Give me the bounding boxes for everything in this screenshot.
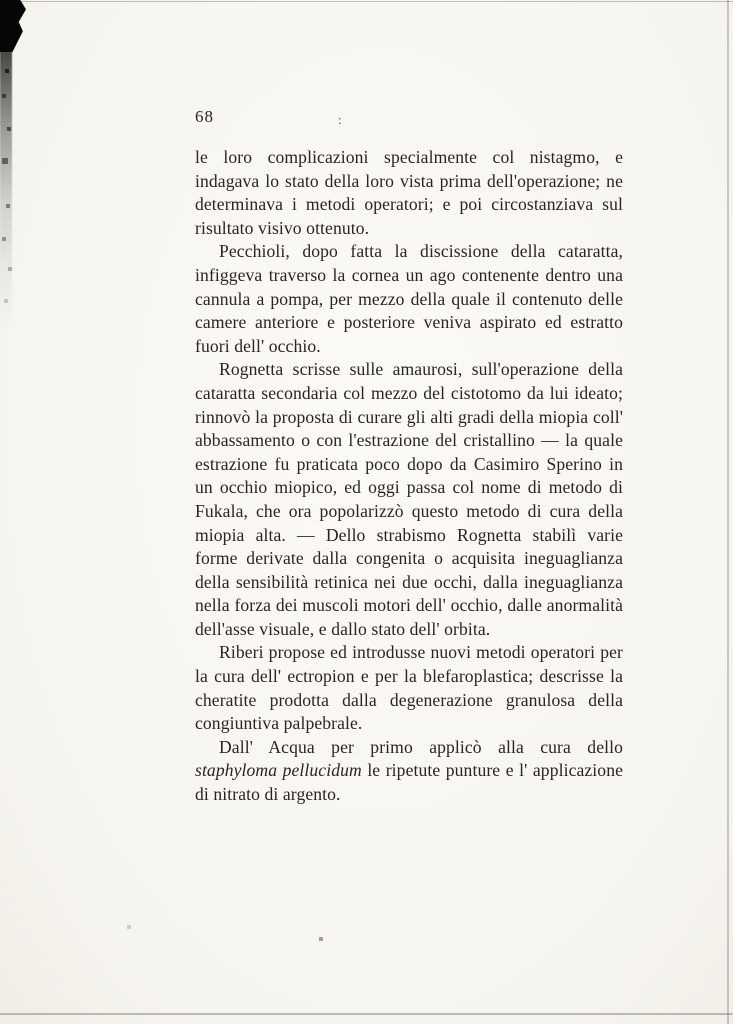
paragraph-text: Dall' Acqua per primo applicò alla cura dello xyxy=(219,736,623,757)
paragraph-continuation: le loro complicazioni specialmente col nistagmo, e indagava lo stato della loro vista prima dell'operazione; ne determinava i metodi operatori; e poi circostanziava sul risultato visivo ottenuto. xyxy=(195,147,623,238)
scan-speck-artifacts xyxy=(0,0,2,2)
paragraph-rognetta: Rognetta scrisse sulle amaurosi, sull'operazione della cataratta secondaria col mezzo del cistotomo da lui ideato; rinnovò la proposta di curare gli alti gradi della miopia coll' abbassamento o con l'estrazione del cristallino — la quale estrazione fu praticata poco dopo da Casimiro Sperino in un occhio miopico, ed oggi passa col nome di metodo di Fukala, che ora popolarizzò questo metodo di cura della miopia alta. — Dello strabismo Rognetta stabilì varie forme derivate dalla congenita o acquisita ineguaglianza della sensibilità retinica nei due occhi, dalla ineguaglianza nella forza dei muscoli motori dell' occhio, dalle anormalità dell'asse visuale, e dallo stato dell' orbita. xyxy=(195,359,623,639)
ink-blob-artifact xyxy=(0,0,26,52)
page-number: 68 xyxy=(195,107,214,126)
paragraph-pecchioli: Pecchioli, dopo fatta la discissione della cataratta, infiggeva traverso la cornea un ago contenente dentro una cannula a pompa, per mezzo della quale il contenuto delle camere anteriore e posteriore veniva aspirato ed estratto fuori dell' occhio. xyxy=(195,241,623,356)
paragraph-riberi: Riberi propose ed introdusse nuovi metodi operatori per la cura dell' ectropion e per la blefaroplastica; descrisse la cheratite prodotta dalla degenerazione granulosa della congiuntiva palpebrale. xyxy=(195,642,623,734)
page-edge-top xyxy=(0,1,733,2)
text-block xyxy=(195,146,623,807)
paragraph-dallacqua xyxy=(195,736,623,807)
page-edge-bottom xyxy=(0,1013,733,1015)
italic-latin-term: staphyloma pellucidum xyxy=(195,760,362,781)
scan-mark-artifact: : xyxy=(338,112,342,127)
paragraph-text: le ripetute punture e l' applicazione di nitrato di argento. xyxy=(195,760,623,805)
page-edge-right xyxy=(727,0,729,1024)
